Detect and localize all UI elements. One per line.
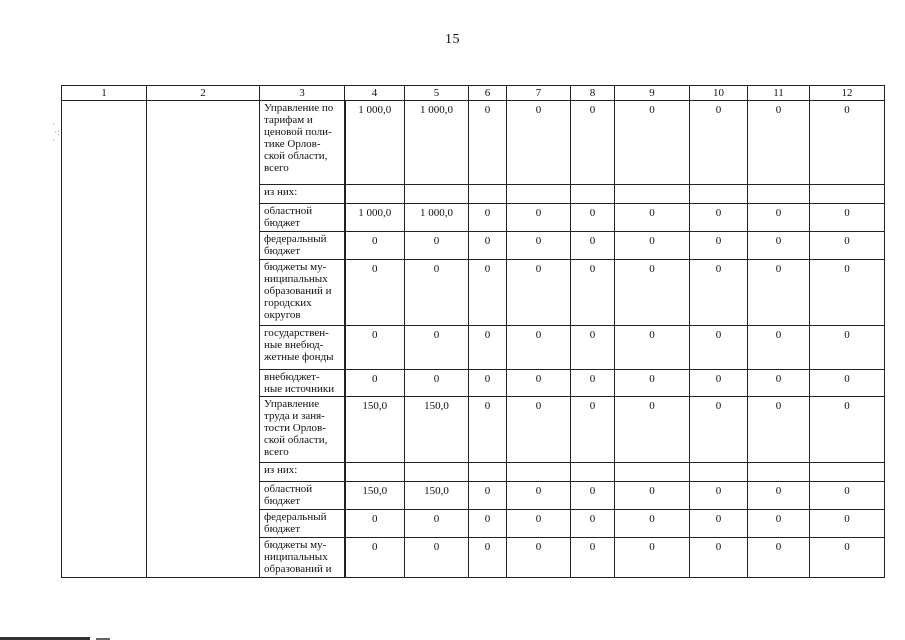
row-label: Управление труда и заня- тости Орлов- ской области, всего [260, 397, 345, 463]
value-cell: 0 [690, 482, 748, 510]
value-cell: 0 [615, 482, 690, 510]
value-cell [345, 463, 405, 482]
value-cell: 0 [507, 101, 571, 185]
value-cell: 0 [690, 510, 748, 538]
row-label: федеральный бюджет [260, 232, 345, 260]
value-cell: 0 [507, 510, 571, 538]
value-cell: 0 [615, 204, 690, 232]
value-cell: 0 [748, 204, 810, 232]
value-cell [469, 185, 507, 204]
row-label: из них: [260, 185, 345, 204]
header-cell: 10 [690, 86, 748, 101]
value-cell: 0 [469, 370, 507, 397]
value-cell: 0 [507, 538, 571, 578]
value-cell [571, 463, 615, 482]
value-cell [507, 463, 571, 482]
value-cell: 0 [748, 232, 810, 260]
value-cell: 0 [405, 232, 469, 260]
value-cell: 0 [507, 370, 571, 397]
value-cell: 0 [690, 101, 748, 185]
header-cell: 12 [810, 86, 885, 101]
value-cell [748, 463, 810, 482]
value-cell: 150,0 [345, 397, 405, 463]
value-cell [507, 185, 571, 204]
value-cell: 0 [469, 326, 507, 370]
header-cell: 1 [62, 86, 147, 101]
value-cell: 0 [507, 260, 571, 326]
value-cell: 0 [345, 370, 405, 397]
header-cell: 4 [345, 86, 405, 101]
value-cell: 0 [345, 538, 405, 578]
row-label: бюджеты му- ниципальных образований и городских округов [260, 260, 345, 326]
value-cell: 0 [507, 482, 571, 510]
value-cell: 0 [690, 397, 748, 463]
header-cell: 3 [260, 86, 345, 101]
value-cell: 0 [810, 538, 885, 578]
value-cell: 150,0 [405, 397, 469, 463]
value-cell [690, 463, 748, 482]
value-cell: 0 [690, 538, 748, 578]
value-cell: 0 [405, 326, 469, 370]
row-label: из них: [260, 463, 345, 482]
value-cell: 0 [748, 101, 810, 185]
header-cell: 5 [405, 86, 469, 101]
value-cell: 1 000,0 [405, 101, 469, 185]
value-cell: 0 [615, 397, 690, 463]
header-row [62, 86, 885, 101]
value-cell: 0 [345, 510, 405, 538]
value-cell: 0 [345, 260, 405, 326]
value-cell: 0 [748, 482, 810, 510]
value-cell [405, 185, 469, 204]
value-cell [405, 463, 469, 482]
value-cell: 0 [810, 101, 885, 185]
value-cell: 0 [810, 326, 885, 370]
value-cell: 0 [405, 538, 469, 578]
value-cell: 0 [810, 204, 885, 232]
value-cell: 0 [469, 101, 507, 185]
value-cell [469, 463, 507, 482]
value-cell: 1 000,0 [345, 101, 405, 185]
col1-cell [62, 101, 147, 578]
scan-artifact: · ·: · [52, 119, 60, 145]
value-cell: 0 [405, 510, 469, 538]
value-cell: 0 [748, 538, 810, 578]
value-cell: 0 [748, 397, 810, 463]
header-cell: 2 [147, 86, 260, 101]
value-cell: 0 [690, 232, 748, 260]
value-cell: 0 [571, 370, 615, 397]
col2-cell [147, 101, 260, 578]
value-cell [571, 185, 615, 204]
value-cell: 0 [810, 397, 885, 463]
header-cell: 6 [469, 86, 507, 101]
value-cell: 0 [571, 232, 615, 260]
value-cell: 0 [469, 397, 507, 463]
value-cell [748, 185, 810, 204]
value-cell: 0 [615, 326, 690, 370]
value-cell [810, 463, 885, 482]
table-row [62, 101, 885, 185]
value-cell: 0 [810, 260, 885, 326]
value-cell: 0 [571, 538, 615, 578]
row-label: федеральный бюджет [260, 510, 345, 538]
value-cell: 0 [615, 370, 690, 397]
value-cell: 0 [345, 326, 405, 370]
value-cell: 1 000,0 [345, 204, 405, 232]
value-cell [615, 463, 690, 482]
row-label: государствен- ные внебюд- жетные фонды [260, 326, 345, 370]
value-cell: 0 [571, 510, 615, 538]
value-cell: 0 [690, 260, 748, 326]
budget-table [61, 85, 885, 578]
value-cell: 0 [469, 260, 507, 326]
value-cell: 0 [405, 260, 469, 326]
value-cell: 0 [615, 260, 690, 326]
value-cell: 0 [748, 326, 810, 370]
value-cell: 0 [748, 260, 810, 326]
value-cell [615, 185, 690, 204]
value-cell: 0 [405, 370, 469, 397]
row-label: Управление по тарифам и ценовой поли- тике Орлов- ской области, всего [260, 101, 345, 185]
value-cell: 0 [469, 482, 507, 510]
value-cell: 0 [571, 260, 615, 326]
value-cell: 0 [507, 397, 571, 463]
value-cell: 0 [810, 510, 885, 538]
value-cell: 0 [615, 510, 690, 538]
value-cell: 0 [345, 232, 405, 260]
value-cell: 0 [469, 232, 507, 260]
value-cell: 0 [615, 538, 690, 578]
value-cell: 150,0 [345, 482, 405, 510]
value-cell: 0 [615, 232, 690, 260]
value-cell: 0 [507, 204, 571, 232]
value-cell: 0 [748, 370, 810, 397]
value-cell: 0 [507, 326, 571, 370]
row-label: бюджеты му- ниципальных образований и [260, 538, 345, 578]
value-cell [810, 185, 885, 204]
value-cell: 0 [469, 538, 507, 578]
value-cell: 0 [571, 101, 615, 185]
value-cell: 0 [810, 232, 885, 260]
value-cell: 0 [810, 370, 885, 397]
value-cell: 0 [690, 370, 748, 397]
value-cell: 0 [690, 204, 748, 232]
value-cell: 150,0 [405, 482, 469, 510]
value-cell: 0 [469, 204, 507, 232]
value-cell: 0 [571, 397, 615, 463]
value-cell [690, 185, 748, 204]
value-cell: 0 [615, 101, 690, 185]
value-cell: 0 [507, 232, 571, 260]
header-cell: 11 [748, 86, 810, 101]
header-cell: 8 [571, 86, 615, 101]
value-cell: 0 [748, 510, 810, 538]
value-cell: 0 [571, 482, 615, 510]
header-cell: 9 [615, 86, 690, 101]
row-label: областной бюджет [260, 482, 345, 510]
page-number: 15 [445, 32, 460, 47]
value-cell [345, 185, 405, 204]
row-label: внебюджет- ные источники [260, 370, 345, 397]
header-cell: 7 [507, 86, 571, 101]
value-cell: 0 [690, 326, 748, 370]
value-cell: 0 [469, 510, 507, 538]
value-cell: 1 000,0 [405, 204, 469, 232]
value-cell: 0 [571, 326, 615, 370]
value-cell: 0 [571, 204, 615, 232]
value-cell: 0 [810, 482, 885, 510]
row-label: областной бюджет [260, 204, 345, 232]
